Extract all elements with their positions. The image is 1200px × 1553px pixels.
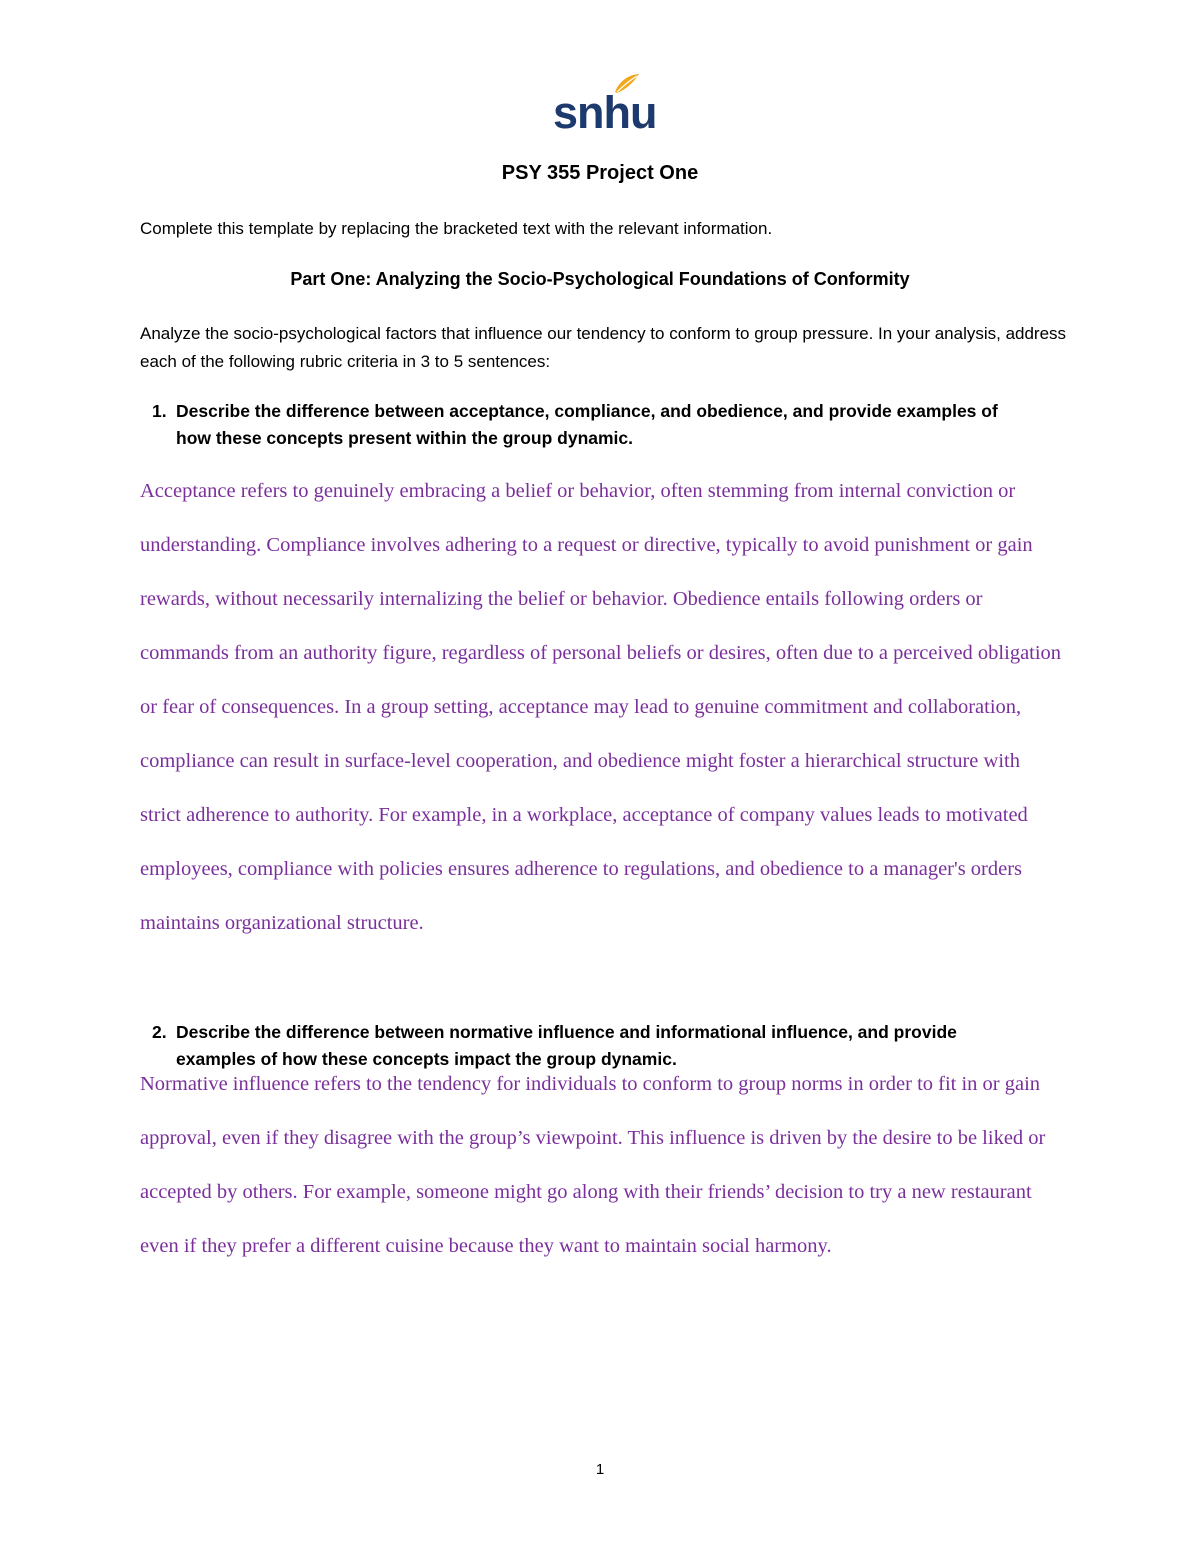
page-number: 1	[595, 1461, 605, 1478]
page-title: PSY 355 Project One	[501, 162, 699, 184]
question-1	[152, 398, 1036, 452]
instructions-text: Analyze the socio-psychological factors that influence our tendency to conform to group pressure. In your analysis, address each of the following rubric criteria in 3 to 5 sentences:	[140, 324, 1067, 371]
question-text: Describe the difference between acceptance, compliance, and obedience, and provide examples of how these concepts present within the group dynamic.	[176, 401, 998, 448]
snhu-logo	[553, 72, 657, 138]
question-number: 2.	[152, 1022, 167, 1042]
answer-1: Acceptance refers to genuinely embracing a belief or behavior, often stemming from internal conviction or understanding. Compliance involves adhering to a request or directive, typically to avoid punishment or gain rewards, without necessarily internalizing the belief or behavior. Obedience entails following orders or commands from an authority figure, regardless of personal beliefs or desires, often due to a perceived obligation or fear of consequences. In a group setting, acceptance may lead to genuine commitment and collaboration, compliance can result in surface-level cooperation, and obedience might foster a hierarchical structure with strict adherence to authority. For example, in a workplace, acceptance of company values leads to motivated employees, compliance with policies ensures adherence to regulations, and obedience to a manager's orders maintains organizational structure.	[140, 480, 1062, 934]
answer-2: Normative influence refers to the tendency for individuals to conform to group norms in order to fit in or gain approval, even if they disagree with the group’s viewpoint. This influence is driven by the desire to be liked or accepted by others. For example, someone might go along with their friends’ decision to try a new restaurant even if they prefer a different cuisine because they want to maintain social harmony.	[140, 1073, 1046, 1257]
part-heading: Part One: Analyzing the Socio-Psychological Foundations of Conformity	[290, 269, 910, 289]
intro-text: Complete this template by replacing the bracketed text with the relevant information.	[140, 219, 773, 238]
logo-wordmark: snhu	[553, 87, 657, 138]
question-text: Describe the difference between normative influence and informational influence, and provide examples of how these concepts impact the group dynamic.	[176, 1022, 957, 1069]
question-number: 1.	[152, 401, 167, 421]
